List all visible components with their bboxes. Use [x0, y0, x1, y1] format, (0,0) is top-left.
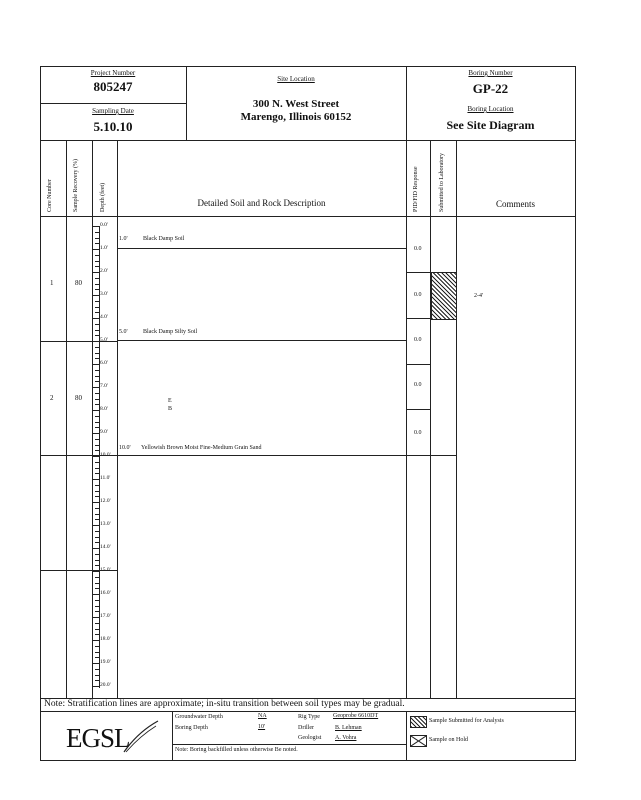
- description-header: Detailed Soil and Rock Description: [197, 198, 326, 208]
- pid-line-5: [406, 455, 456, 456]
- note-bottom: [40, 711, 576, 712]
- pid-line-1: [406, 272, 430, 273]
- depth-tick-label: 15.0': [100, 567, 111, 573]
- header-left-mid: [40, 103, 186, 104]
- depth-tick-minor: [95, 376, 99, 377]
- core-2-recovery: 80: [75, 394, 82, 402]
- pid-line-4: [406, 409, 430, 410]
- comments-header: Comments: [495, 199, 535, 209]
- depth-tick-label: 12.0': [100, 498, 111, 504]
- driller-label: Driller: [298, 725, 314, 731]
- col-div-desc: [406, 140, 407, 698]
- project-number: 805247: [93, 79, 133, 94]
- sample-recovery-header: Sample Recovery (%): [73, 159, 79, 212]
- col-div-submit: [456, 140, 457, 698]
- frame-left: [40, 66, 41, 760]
- logo-swoosh-icon: [66, 718, 162, 756]
- legend-hold-swatch: [410, 735, 427, 747]
- depth-tick-label: 9.0': [100, 429, 108, 435]
- depth-tick-label: 19.0': [100, 659, 111, 665]
- col-div-core: [66, 140, 67, 698]
- pid-reading-2: 0.0: [414, 292, 422, 298]
- stratification-note: Note: Stratification lines are approximate; in-situ transition between soil types may be gradual.: [44, 699, 405, 709]
- core-3-bottom: [40, 570, 117, 571]
- depth-tick-major: [92, 663, 99, 664]
- layer-2-description: Black Damp Silty Soil: [143, 329, 198, 335]
- depth-tick-minor: [95, 583, 99, 584]
- depth-tick-label: 10.0': [100, 452, 111, 458]
- depth-tick-major: [92, 272, 99, 273]
- depth-tick-label: 3.0': [100, 291, 108, 297]
- depth-tick-major: [92, 640, 99, 641]
- depth-tick-minor: [95, 554, 99, 555]
- depth-tick-minor: [95, 358, 99, 359]
- pid-reading-1: 0.0: [414, 246, 422, 252]
- boring-number: GP-22: [472, 81, 509, 96]
- depth-tick-label: 16.0': [100, 590, 111, 596]
- layer-line-3: [117, 455, 406, 456]
- pid-reading-3: 0.0: [414, 337, 422, 343]
- depth-tick-label: 5.0': [100, 337, 108, 343]
- pid-line-2: [406, 318, 430, 319]
- depth-tick-minor: [95, 416, 99, 417]
- depth-tick-major: [92, 433, 99, 434]
- sampling-date: 5.10.10: [93, 119, 133, 134]
- depth-tick-minor: [95, 680, 99, 681]
- depth-tick-label: 4.0': [100, 314, 108, 320]
- boring-location: See Site Diagram: [446, 118, 535, 132]
- sampling-date-label: Sampling Date: [92, 107, 134, 115]
- depth-tick-minor: [95, 243, 99, 244]
- project-number-label: Project Number: [90, 69, 136, 77]
- groundwater-label: Groundwater Depth: [175, 714, 223, 720]
- depth-tick-minor: [95, 422, 99, 423]
- depth-tick-minor: [95, 588, 99, 589]
- col-div-depth: [117, 140, 118, 698]
- footer-note-line: [172, 744, 406, 745]
- depth-tick-minor: [95, 312, 99, 313]
- site-location-label: Site Location: [277, 75, 315, 83]
- legend-submitted-label: Sample Submitted for Analysis: [429, 718, 504, 724]
- depth-tick-label: 2.0': [100, 268, 108, 274]
- layer-line-2: [117, 340, 406, 341]
- depth-header: Depth (feet): [100, 182, 106, 212]
- depth-tick-major: [92, 456, 99, 457]
- depth-tick-major: [92, 479, 99, 480]
- backfill-note: Note: Boring backfilled unless otherwise Be noted.: [175, 747, 298, 753]
- col-div-pid: [430, 140, 431, 698]
- depth-tick-minor: [95, 669, 99, 670]
- stray-marks: E B: [168, 398, 173, 412]
- boring-number-label: Boring Number: [468, 69, 513, 77]
- depth-tick-major: [92, 617, 99, 618]
- depth-tick-minor: [95, 537, 99, 538]
- depth-tick-minor: [95, 652, 99, 653]
- depth-tick-label: 11.0': [100, 475, 111, 481]
- layer-3-depth: 10.0': [119, 445, 131, 451]
- depth-tick-major: [92, 525, 99, 526]
- boring-location-label: Boring Location: [467, 105, 514, 113]
- egsl-logo: [66, 718, 162, 756]
- depth-tick-minor: [95, 370, 99, 371]
- submitted-sample-marker: [431, 272, 457, 320]
- core-1-recovery: 80: [75, 279, 82, 287]
- depth-tick-major: [92, 686, 99, 687]
- layer-2-depth: 5.0': [119, 329, 128, 335]
- depth-tick-minor: [95, 623, 99, 624]
- depth-tick-label: 1.0': [100, 245, 108, 251]
- site-address-1: 300 N. West Street: [252, 98, 340, 110]
- depth-tick-minor: [95, 255, 99, 256]
- depth-tick-minor: [95, 473, 99, 474]
- layer-3-description: Yellowish Brown Moist Fine-Medium Grain Sand: [141, 445, 262, 451]
- geologist-label: Geologist: [298, 735, 322, 741]
- pid-reading-5: 0.0: [414, 430, 422, 436]
- depth-tick-minor: [95, 514, 99, 515]
- depth-tick-minor: [95, 450, 99, 451]
- depth-tick-label: 17.0': [100, 613, 111, 619]
- depth-tick-minor: [95, 646, 99, 647]
- depth-tick-major: [92, 295, 99, 296]
- site-address-2: Marengo, Illinois 60152: [240, 111, 352, 123]
- depth-tick-minor: [95, 381, 99, 382]
- submitted-header: Submitted to Laboratory: [439, 153, 445, 212]
- footer-div-2: [406, 711, 407, 760]
- depth-tick-label: 8.0': [100, 406, 108, 412]
- depth-tick-minor: [95, 611, 99, 612]
- depth-tick-label: 6.0': [100, 360, 108, 366]
- depth-tick-minor: [95, 657, 99, 658]
- depth-tick-minor: [95, 629, 99, 630]
- depth-tick-major: [92, 571, 99, 572]
- layer-line-1: [117, 248, 406, 249]
- depth-tick-minor: [95, 485, 99, 486]
- depth-tick-label: 13.0': [100, 521, 111, 527]
- depth-tick-minor: [95, 393, 99, 394]
- column-header-bottom: [40, 216, 576, 217]
- depth-tick-minor: [95, 353, 99, 354]
- depth-tick-minor: [95, 565, 99, 566]
- layer-1-description: Black Damp Soil: [143, 236, 185, 242]
- depth-tick-minor: [95, 542, 99, 543]
- depth-tick-minor: [95, 324, 99, 325]
- depth-tick-minor: [95, 560, 99, 561]
- boring-depth-value: 10': [258, 724, 266, 730]
- core-2-bottom: [40, 455, 117, 456]
- layer-1-depth: 1.0': [119, 236, 128, 242]
- depth-tick-minor: [95, 496, 99, 497]
- comment-sample-interval: 2-4': [474, 293, 484, 299]
- depth-tick-major: [92, 548, 99, 549]
- depth-tick-label: 14.0': [100, 544, 111, 550]
- boring-depth-label: Boring Depth: [175, 725, 208, 731]
- depth-tick-major: [92, 594, 99, 595]
- egsl-logo-text: EGSL: [66, 723, 130, 753]
- depth-tick-minor: [95, 301, 99, 302]
- groundwater-value: NA: [258, 713, 267, 719]
- depth-tick-minor: [95, 439, 99, 440]
- depth-tick-major: [92, 226, 99, 227]
- core-2-number: 2: [50, 394, 54, 402]
- frame-right: [575, 66, 576, 760]
- depth-tick-major: [92, 410, 99, 411]
- depth-tick-major: [92, 364, 99, 365]
- col-div-recovery: [92, 140, 93, 698]
- depth-tick-minor: [95, 289, 99, 290]
- geologist-value: A. Vohra: [335, 735, 357, 741]
- depth-tick-minor: [95, 238, 99, 239]
- depth-tick-minor: [95, 531, 99, 532]
- x-mark-icon: [411, 736, 426, 746]
- depth-tick-minor: [95, 577, 99, 578]
- core-number-header: Core Number: [47, 179, 53, 212]
- depth-tick-label: 20.0': [100, 682, 111, 688]
- depth-tick-minor: [95, 462, 99, 463]
- pid-header: PID/FID Response: [413, 166, 419, 212]
- frame-top: [40, 66, 576, 67]
- core-1-number: 1: [50, 279, 54, 287]
- pid-line-3: [406, 364, 430, 365]
- depth-tick-minor: [95, 491, 99, 492]
- depth-tick-minor: [95, 468, 99, 469]
- header-bottom: [40, 140, 576, 141]
- pid-reading-4: 0.0: [414, 382, 422, 388]
- depth-tick-minor: [95, 232, 99, 233]
- frame-bottom: [40, 760, 576, 761]
- depth-tick-minor: [95, 335, 99, 336]
- depth-tick-minor: [95, 675, 99, 676]
- depth-tick-minor: [95, 399, 99, 400]
- depth-tick-minor: [95, 427, 99, 428]
- depth-tick-minor: [95, 404, 99, 405]
- depth-tick-minor: [95, 445, 99, 446]
- depth-tick-minor: [95, 508, 99, 509]
- depth-tick-major: [92, 387, 99, 388]
- footer-div-1: [172, 711, 173, 760]
- depth-tick-minor: [95, 261, 99, 262]
- depth-tick-major: [92, 502, 99, 503]
- depth-tick-minor: [95, 600, 99, 601]
- depth-tick-minor: [95, 606, 99, 607]
- legend-submitted-swatch: [410, 716, 427, 728]
- core-1-bottom: [40, 341, 117, 342]
- depth-tick-minor: [95, 347, 99, 348]
- depth-tick-minor: [95, 519, 99, 520]
- depth-tick-major: [92, 249, 99, 250]
- depth-tick-minor: [95, 278, 99, 279]
- depth-tick-label: 0.0': [100, 222, 108, 228]
- rig-type-value: Geoprobe 6610DT: [333, 713, 379, 719]
- depth-tick-minor: [95, 634, 99, 635]
- depth-tick-minor: [95, 330, 99, 331]
- driller-value: B. Lehman: [335, 725, 362, 731]
- legend-hold-label: Sample on Hold: [429, 737, 468, 743]
- rig-type-label: Rig Type: [298, 714, 320, 720]
- depth-tick-minor: [95, 266, 99, 267]
- depth-tick-minor: [95, 284, 99, 285]
- depth-tick-label: 18.0': [100, 636, 111, 642]
- depth-tick-label: 7.0': [100, 383, 108, 389]
- depth-tick-minor: [95, 307, 99, 308]
- depth-tick-major: [92, 318, 99, 319]
